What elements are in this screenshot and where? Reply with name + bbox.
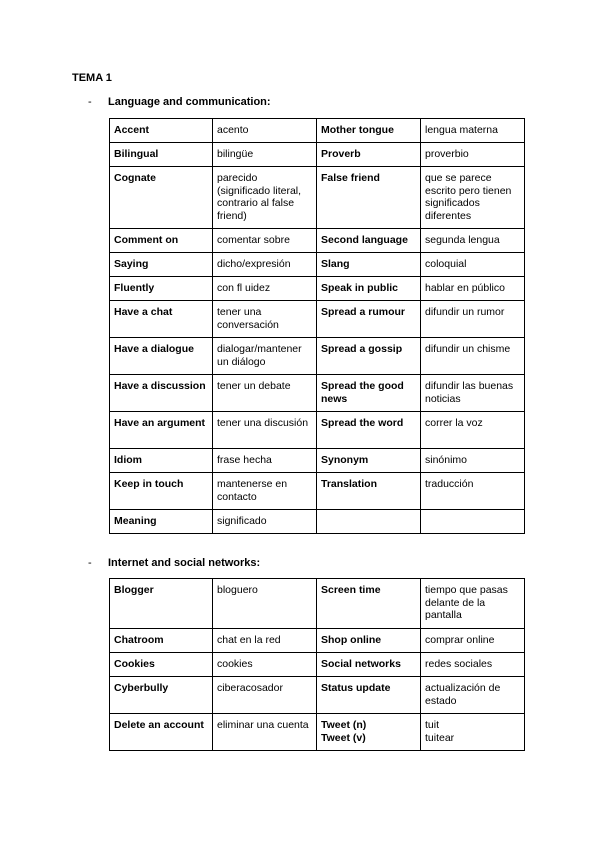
term-english-cell: Have a dialogue — [110, 338, 213, 375]
table-row — [110, 253, 525, 277]
table-row — [110, 375, 525, 412]
term-spanish-cell: comprar online — [421, 629, 525, 653]
term-english-cell: Cognate — [110, 167, 213, 229]
term-english-cell: Spread the word — [317, 412, 421, 449]
table-row — [110, 143, 525, 167]
term-english-cell: Fluently — [110, 277, 213, 301]
term-english-cell: Speak in public — [317, 277, 421, 301]
term-spanish-cell: bloguero — [213, 579, 317, 629]
term-spanish-cell: dialogar/mantener un diálogo — [213, 338, 317, 375]
term-english-cell: Second language — [317, 229, 421, 253]
table-row — [110, 653, 525, 677]
term-spanish-cell: dicho/expresión — [213, 253, 317, 277]
section-heading-language — [88, 96, 271, 108]
term-english-cell: Translation — [317, 473, 421, 510]
term-spanish-cell: significado — [213, 510, 317, 534]
term-spanish-cell: coloquial — [421, 253, 525, 277]
term-english-cell: Synonym — [317, 449, 421, 473]
table-row — [110, 629, 525, 653]
term-spanish-cell: con fl uidez — [213, 277, 317, 301]
table-row — [110, 449, 525, 473]
term-spanish-cell: difundir un chisme — [421, 338, 525, 375]
table-row — [110, 714, 525, 751]
term-spanish-cell — [421, 510, 525, 534]
term-spanish-cell: parecido (significado literal, contrario al false friend) — [213, 167, 317, 229]
term-spanish-cell: sinónimo — [421, 449, 525, 473]
term-english-cell: Idiom — [110, 449, 213, 473]
term-spanish-cell: traducción — [421, 473, 525, 510]
term-english-cell: Blogger — [110, 579, 213, 629]
table-row — [110, 301, 525, 338]
term-spanish-cell: comentar sobre — [213, 229, 317, 253]
term-spanish-cell: actualización de estado — [421, 677, 525, 714]
table-row — [110, 510, 525, 534]
table-row — [110, 338, 525, 375]
term-spanish-cell: tuit tuitear — [421, 714, 525, 751]
term-english-cell: Bilingual — [110, 143, 213, 167]
term-english-cell: Proverb — [317, 143, 421, 167]
term-english-cell: Spread a gossip — [317, 338, 421, 375]
term-spanish-cell: bilingüe — [213, 143, 317, 167]
term-english-cell: Shop online — [317, 629, 421, 653]
term-english-cell: Have an argument — [110, 412, 213, 449]
table-row — [110, 277, 525, 301]
term-spanish-cell: difundir las buenas noticias — [421, 375, 525, 412]
table-row — [110, 677, 525, 714]
vocabulary-table-internet — [109, 578, 525, 751]
term-spanish-cell: correr la voz — [421, 412, 525, 449]
table-row — [110, 229, 525, 253]
term-english-cell: Meaning — [110, 510, 213, 534]
term-spanish-cell: lengua materna — [421, 119, 525, 143]
table-row — [110, 579, 525, 629]
vocabulary-table-language — [109, 118, 525, 534]
term-spanish-cell: difundir un rumor — [421, 301, 525, 338]
term-english-cell: Spread the good news — [317, 375, 421, 412]
term-english-cell: Saying — [110, 253, 213, 277]
term-english-cell: Delete an account — [110, 714, 213, 751]
term-spanish-cell: cookies — [213, 653, 317, 677]
term-english-cell: Spread a rumour — [317, 301, 421, 338]
table-row — [110, 473, 525, 510]
bullet-dash: - — [88, 96, 92, 108]
term-english-cell: Cyberbully — [110, 677, 213, 714]
term-spanish-cell: mantenerse en contacto — [213, 473, 317, 510]
term-english-cell: Status update — [317, 677, 421, 714]
section-title: Internet and social networks: — [108, 557, 261, 569]
term-english-cell: Tweet (n) Tweet (v) — [317, 714, 421, 751]
term-english-cell — [317, 510, 421, 534]
term-spanish-cell: tiempo que pasas delante de la pantalla — [421, 579, 525, 629]
term-spanish-cell: frase hecha — [213, 449, 317, 473]
section-title: Language and communication: — [108, 96, 271, 108]
bullet-dash: - — [88, 557, 92, 569]
term-english-cell: Chatroom — [110, 629, 213, 653]
document-title: TEMA 1 — [72, 72, 112, 84]
table-row — [110, 119, 525, 143]
term-english-cell: Screen time — [317, 579, 421, 629]
term-english-cell: Social networks — [317, 653, 421, 677]
term-english-cell: Cookies — [110, 653, 213, 677]
term-english-cell: False friend — [317, 167, 421, 229]
term-english-cell: Accent — [110, 119, 213, 143]
table-row — [110, 167, 525, 229]
term-english-cell: Keep in touch — [110, 473, 213, 510]
term-spanish-cell: redes sociales — [421, 653, 525, 677]
term-spanish-cell: eliminar una cuenta — [213, 714, 317, 751]
term-spanish-cell: tener una discusión — [213, 412, 317, 449]
term-spanish-cell: que se parece escrito pero tienen significados diferentes — [421, 167, 525, 229]
term-spanish-cell: proverbio — [421, 143, 525, 167]
term-spanish-cell: tener una conversación — [213, 301, 317, 338]
term-spanish-cell: ciberacosador — [213, 677, 317, 714]
term-english-cell: Slang — [317, 253, 421, 277]
term-spanish-cell: chat en la red — [213, 629, 317, 653]
term-english-cell: Have a discussion — [110, 375, 213, 412]
term-spanish-cell: hablar en público — [421, 277, 525, 301]
term-spanish-cell: acento — [213, 119, 317, 143]
table-row — [110, 412, 525, 449]
term-spanish-cell: segunda lengua — [421, 229, 525, 253]
section-heading-internet — [88, 557, 260, 569]
term-spanish-cell: tener un debate — [213, 375, 317, 412]
term-english-cell: Comment on — [110, 229, 213, 253]
term-english-cell: Have a chat — [110, 301, 213, 338]
term-english-cell: Mother tongue — [317, 119, 421, 143]
